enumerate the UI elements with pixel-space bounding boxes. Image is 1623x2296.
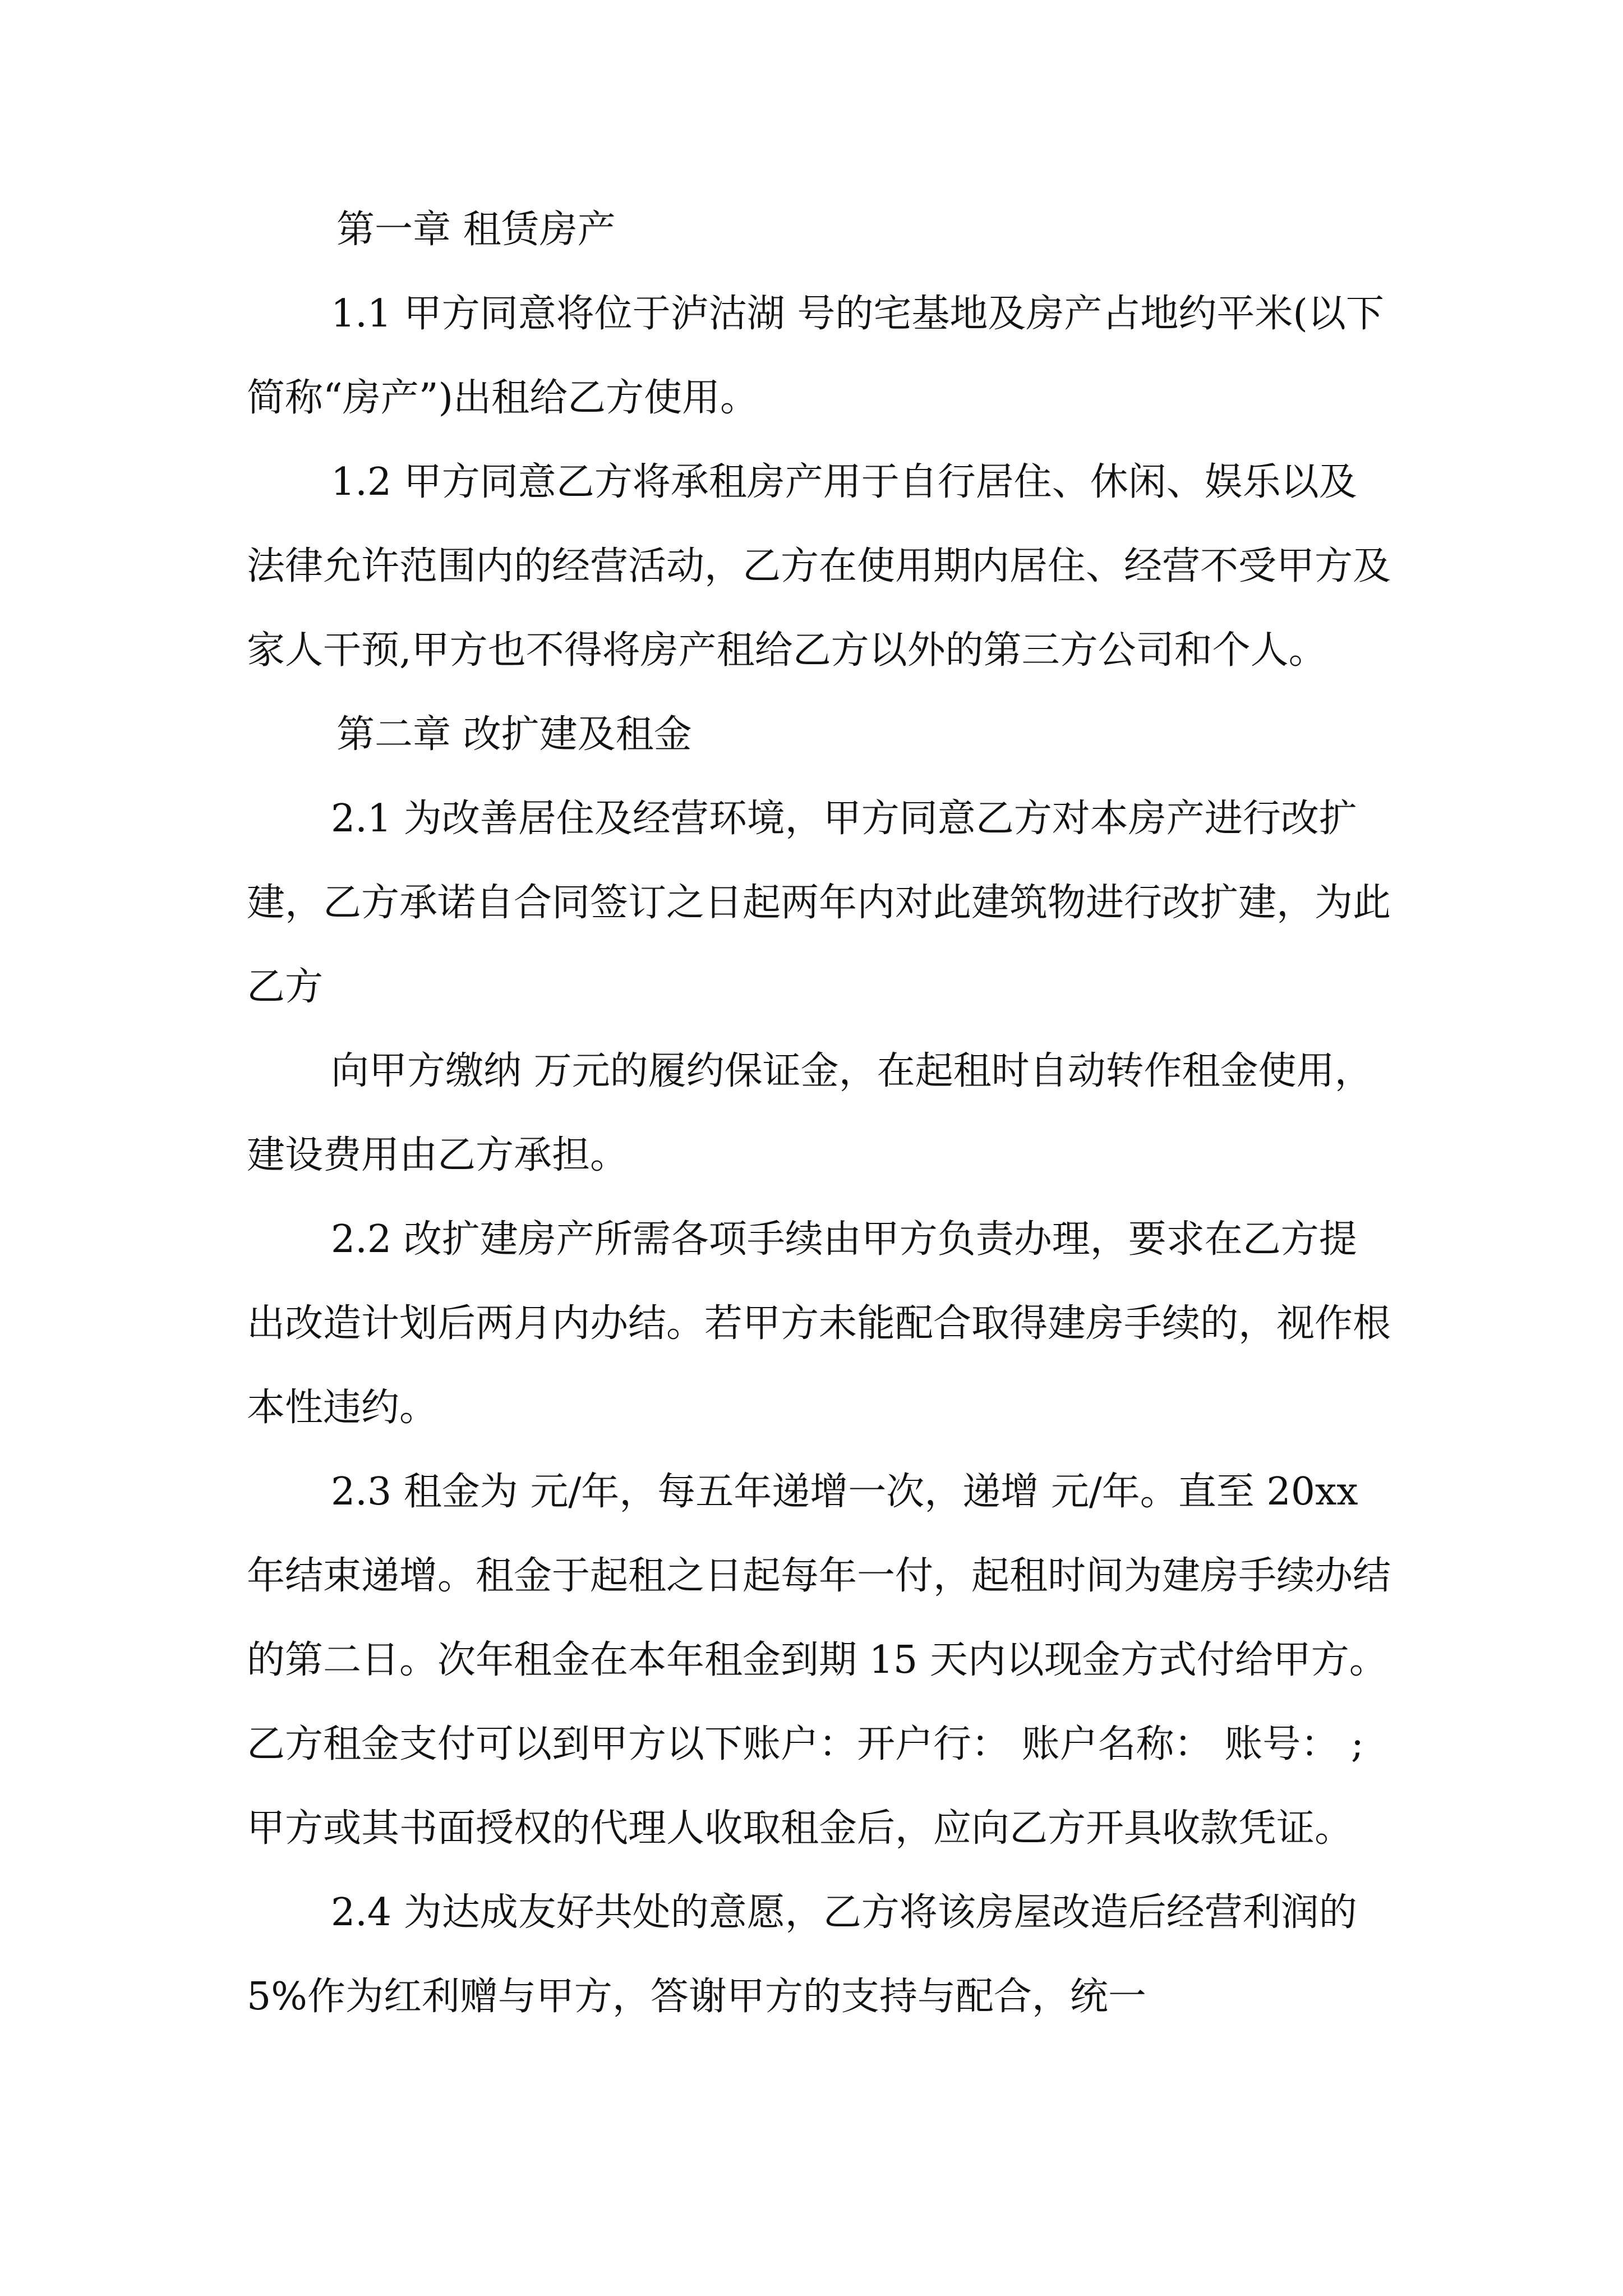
clause-2-3: 2.3 租金为 元/年，每五年递增一次，递增 元/年。直至 20xx 年结束递增。租金于起租之日起每年一付，起租时间为建房手续办结的第二日。次年租金在本年租金到期 15 天内以现金方式付给甲方。乙方租金支付可以到甲方以下账户：开户行： 账户名称： 账号： ;甲方或其书面授权的代理人收取租金后，应向乙方开具收款凭证。 (247, 1470, 1391, 1851)
clause-1-1: 1.1 甲方同意将位于泸沽湖 号的宅基地及房产占地约平米(以下简称“房产”)出租给乙方使用。 (247, 292, 1384, 420)
chapter-1-heading: 第一章 租赁房产 (336, 208, 616, 252)
clause-2-1: 2.1 为改善居住及经营环境，甲方同意乙方对本房产进行改扩建，乙方承诺自合同签订之日起两年内对此建筑物进行改扩建，为此乙方 (247, 797, 1391, 1009)
clause-1-2: 1.2 甲方同意乙方将承租房产用于自行居住、休闲、娱乐以及法律允许范围内的经营活动，乙方在使用期内居住、经营不受甲方及家人干预,甲方也不得将房产租给乙方以外的第三方公司和个人。 (247, 460, 1391, 673)
document-body (247, 188, 1391, 2039)
clause-2-1-continued: 向甲方缴纳 万元的履约保证金，在起租时自动转作租金使用，建设费用由乙方承担。 (247, 1049, 1373, 1177)
clause-2-4: 2.4 为达成友好共处的意愿，乙方将该房屋改造后经营利润的 5%作为红利赠与甲方，答谢甲方的支持与配合，统一 (247, 1890, 1370, 2019)
chapter-2-heading: 第二章 改扩建及租金 (336, 712, 692, 757)
clause-2-2: 2.2 改扩建房产所需各项手续由甲方负责办理，要求在乙方提出改造计划后两月内办结。若甲方未能配合取得建房手续的，视作根本性违约。 (247, 1217, 1391, 1430)
